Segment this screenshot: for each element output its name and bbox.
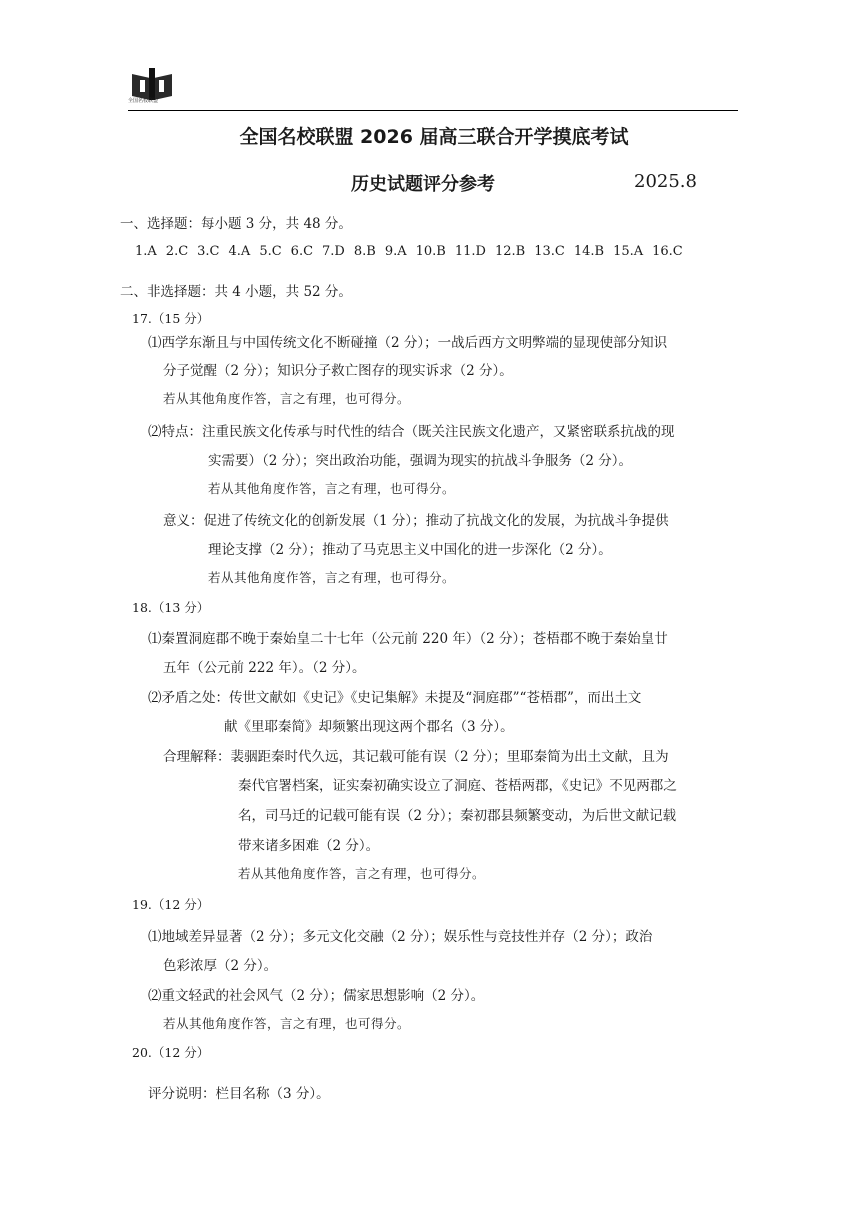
q18-part3-line3: 名，司马迁的记载可能有误（2 分）；秦初郡县频繁变动，为后世文献记载: [238, 808, 677, 824]
q17-part3-line1: 意义：促进了传统文化的创新发展（1 分）；推动了抗战文化的发展，为抗战斗争提供: [163, 513, 669, 529]
q18-heading: 18.（13 分）: [132, 600, 210, 615]
q19-part1-line2: 色彩浓厚（2 分）。: [163, 958, 278, 974]
q19-part2-line1: ⑵重文轻武的社会风气（2 分）；儒家思想影响（2 分）。: [148, 988, 485, 1004]
q18-part2-line1: ⑵矛盾之处：传世文献如《史记》《史记集解》未提及“洞庭郡”“苍梧郡”，而出土文: [148, 690, 642, 706]
q18-part3-line2: 秦代官署档案，证实秦初确实设立了洞庭、苍梧两郡，《史记》不见两郡之: [238, 778, 677, 794]
header-divider: [128, 110, 738, 111]
q18-part3-note: 若从其他角度作答，言之有理，也可得分。: [238, 866, 486, 881]
answer-item: 4.A: [228, 244, 251, 259]
page-title: 全国名校联盟 2026 届高三联合开学摸底考试: [239, 126, 629, 148]
answer-key: [135, 244, 692, 259]
q17-part2-line2: 实需要）（2 分）；突出政治功能，强调为现实的抗战斗争服务（2 分）。: [208, 453, 633, 469]
answer-item: 1.A: [135, 244, 157, 259]
answer-item: 11.D: [454, 244, 486, 259]
answer-item: 10.B: [415, 244, 446, 259]
q17-part1-line1: ⑴西学东渐且与中国传统文化不断碰撞（2 分）；一战后西方文明弊端的显现使部分知识: [148, 335, 668, 351]
answer-item: 2.C: [165, 244, 189, 259]
q17-part2-line1: ⑵特点：注重民族文化传承与时代性的结合（既关注民族文化遗产，又紧密联系抗战的现: [148, 424, 675, 440]
answer-item: 7.D: [322, 244, 345, 259]
q17-part1-note: 若从其他角度作答，言之有理，也可得分。: [163, 391, 411, 406]
q19-heading: 19.（12 分）: [132, 897, 210, 912]
logo-text: 全国名校联盟: [128, 98, 159, 104]
answer-item: 8.B: [353, 244, 376, 259]
q17-heading: 17.（15 分）: [132, 311, 210, 326]
answer-item: 16.C: [652, 244, 683, 259]
page-subtitle: 历史试题评分参考: [351, 174, 495, 195]
q19-part1-line1: ⑴地域差异显著（2 分）；多元文化交融（2 分）；娱乐性与竞技性并存（2 分）；政治: [148, 929, 653, 945]
q19-part2-note: 若从其他角度作答，言之有理，也可得分。: [163, 1016, 411, 1031]
answer-item: 13.C: [534, 244, 565, 259]
q18-part1-line1: ⑴秦置洞庭郡不晚于秦始皇二十七年（公元前 220 年）（2 分）；苍梧郡不晚于秦始皇廿: [148, 631, 668, 647]
q20-heading: 20.（12 分）: [132, 1045, 210, 1060]
q18-part2-line2: 献《里耶秦简》却频繁出现这两个郡名（3 分）。: [224, 719, 514, 735]
q17-part1-line2: 分子觉醒（2 分）；知识分子救亡图存的现实诉求（2 分）。: [163, 363, 513, 379]
q17-part3-line2: 理论支撑（2 分）；推动了马克思主义中国化的进一步深化（2 分）。: [208, 542, 612, 558]
q18-part1-line2: 五年（公元前 222 年）。（2 分）。: [163, 660, 366, 676]
answer-item: 12.B: [494, 244, 526, 259]
q20-part1: 评分说明：栏目名称（3 分）。: [148, 1086, 330, 1102]
answer-item: 6.C: [290, 244, 314, 259]
answer-item: 3.C: [197, 244, 220, 259]
section2-heading: 二、非选择题：共 4 小题，共 52 分。: [120, 284, 352, 300]
answer-item: 9.A: [384, 244, 407, 259]
q18-part3-line1: 合理解释：裴骃距秦时代久远，其记载可能有误（2 分）；里耶秦简为出土文献，且为: [163, 749, 669, 765]
answer-item: 5.C: [259, 244, 282, 259]
exam-date: 2025.8: [634, 171, 697, 192]
section1-heading: 一、选择题：每小题 3 分，共 48 分。: [120, 216, 352, 232]
q17-part2-note: 若从其他角度作答，言之有理，也可得分。: [208, 481, 456, 496]
answer-item: 14.B: [573, 244, 605, 259]
q18-part3-line4: 带来诸多困难（2 分）。: [238, 838, 380, 854]
answer-item: 15.A: [613, 244, 644, 259]
q17-part3-note: 若从其他角度作答，言之有理，也可得分。: [208, 570, 456, 585]
